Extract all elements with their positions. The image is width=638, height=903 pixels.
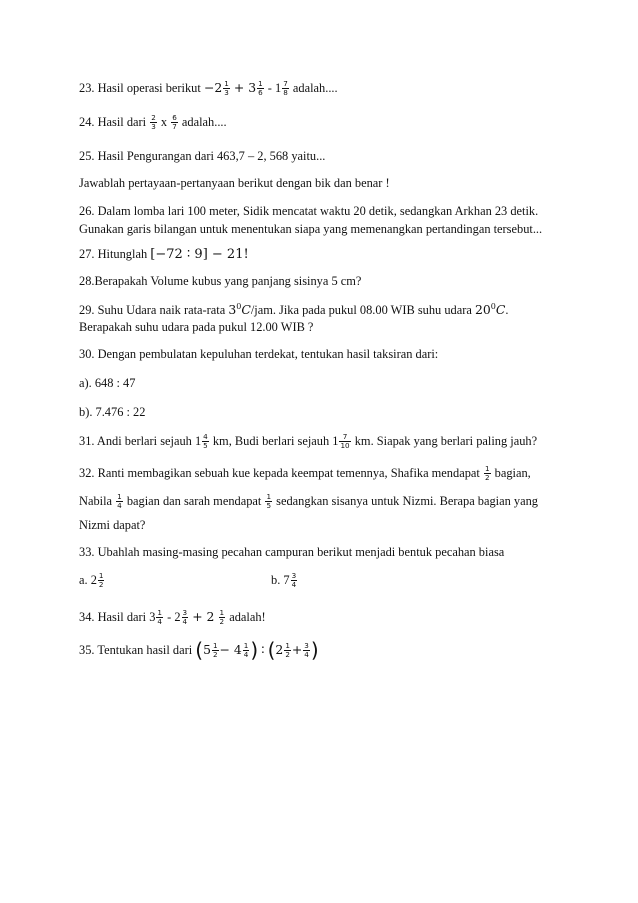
question-32-line-1 <box>79 465 569 482</box>
question-29-line-1 <box>79 302 569 319</box>
question-26-line-1: 26. Dalam lomba lari 100 meter, Sidik mencatat waktu 20 detik, sedangkan Arkhan 23 detik. <box>79 204 539 218</box>
q31-text-a: 31. Andi berlari sejauh 1 <box>79 434 202 448</box>
q34-plus: + 2 <box>192 609 215 624</box>
q32-text-c: Nabila <box>79 494 113 508</box>
question-32-line-2 <box>79 493 569 510</box>
q35-fraction-3: $\frac{1}{2}$ <box>285 640 290 659</box>
question-31 <box>79 433 569 450</box>
q24-fraction-2: $\frac{6}{7}$ <box>172 113 177 131</box>
q31-text-b: km, Budi berlari sejauh 1 <box>212 434 339 448</box>
question-27 <box>79 246 569 264</box>
q31-fraction-1: $\frac{4}{5}$ <box>203 432 208 450</box>
q27-label: 27. Hitunglah <box>79 247 148 261</box>
instruction: Jawablah pertayaan-pertanyaan berikut dengan bik dan benar ! <box>79 176 390 190</box>
question-30: 30. Dengan pembulatan kepuluhan terdekat, tentukan hasil taksiran dari: <box>79 347 439 361</box>
question-33: 33. Ubahlah masing-masing pecahan campuran berikut menjadi bentuk pecahan biasa <box>79 545 505 559</box>
q32-text-a: 32. Ranti membagikan sebuah kue kepada keempat temennya, Shafika mendapat <box>79 466 480 480</box>
q35-fraction-4: $\frac{3}{4}$ <box>304 640 309 659</box>
question-24 <box>79 114 569 131</box>
q33-a-fraction: $\frac{1}{2}$ <box>98 571 104 589</box>
question-33-a: a. 2 $\frac{1}{2}$ <box>79 571 104 589</box>
question-35: 35. Tentukan hasil dari (5 $\frac{1}{2}$ − 4 $\frac{1}{4}$ ) ∶ (2 $\frac{1}{2}$ + $\frac{3}{4}$ ) <box>79 638 319 662</box>
q31-fraction-2: $\frac{7}{10}$ <box>340 432 350 450</box>
q32-fraction-3: $\frac{1}{5}$ <box>266 492 272 510</box>
q23-fraction-3: $\frac{7}{8}$ <box>283 79 288 97</box>
q23-label: 23. Hasil operasi berikut <box>79 81 201 95</box>
q35-fraction-1: $\frac{1}{2}$ <box>212 640 218 659</box>
q32-fraction-1: $\frac{1}{2}$ <box>484 464 490 482</box>
q32-text-b: bagian, <box>494 466 531 480</box>
q32-text-e: sedangkan sisanya untuk Nizmi. Berapa bagian yang <box>276 494 539 508</box>
q32-fraction-2: $\frac{1}{4}$ <box>117 492 122 510</box>
q23-term2: + 3 <box>233 80 257 95</box>
q29-temp-start: $20^0C$ <box>474 301 506 317</box>
question-29-line-2: Berapakah suhu udara pada pukul 12.00 WIB ? <box>79 320 314 334</box>
q31-text-c: km. Siapak yang berlari paling jauh? <box>354 434 538 448</box>
question-25: 25. Hasil Pengurangan dari 463,7 – 2, 568 yaitu... <box>79 149 326 163</box>
q24-operator: x <box>160 115 168 129</box>
q23-term1: −2 <box>203 80 223 95</box>
q24-label: 24. Hasil dari <box>79 115 147 129</box>
q34-fraction-3: $\frac{1}{2}$ <box>219 608 225 626</box>
q33-b-fraction: $\frac{3}{4}$ <box>291 571 297 589</box>
q34-text-a: 34. Hasil dari 3 <box>79 610 156 624</box>
q23-fraction-1: $\frac{1}{3}$ <box>224 79 229 97</box>
question-34 <box>79 609 569 626</box>
q23-term3: - 1 <box>267 81 282 95</box>
q24-tail: adalah.... <box>181 115 227 129</box>
question-32-line-3: Nizmi dapat? <box>79 518 146 532</box>
q35-fraction-2: $\frac{1}{4}$ <box>243 640 249 659</box>
q32-text-d: bagian dan sarah mendapat <box>126 494 262 508</box>
question-23 <box>79 80 569 97</box>
q23-tail: adalah.... <box>292 81 338 95</box>
question-28: 28.Berapakah Volume kubus yang panjang sisinya 5 cm? <box>79 274 362 288</box>
q23-fraction-2: $\frac{1}{6}$ <box>258 79 263 97</box>
question-30-b: b). 7.476 : 22 <box>79 405 146 419</box>
q34-fraction-1: $\frac{1}{4}$ <box>157 608 162 626</box>
q29-temp-rate: $3^0C$ <box>228 301 251 317</box>
q24-fraction-1: $\frac{2}{3}$ <box>151 113 156 131</box>
q34-minus: - 2 <box>167 610 181 624</box>
question-26-line-2: Gunakan garis bilangan untuk menentukan siapa yang memenangkan pertandingan tersebut... <box>79 222 543 236</box>
question-30-a: a). 648 : 47 <box>79 376 136 390</box>
q29-text-b: /jam. Jika pada pukul 08.00 WIB suhu udara <box>250 303 472 317</box>
q34-tail: adalah! <box>229 610 266 624</box>
q35-label: 35. Tentukan hasil dari <box>79 642 193 657</box>
question-33-b: b. 7 $\frac{3}{4}$ <box>271 571 297 589</box>
q29-text-a: 29. Suhu Udara naik rata-rata <box>79 303 226 317</box>
q34-fraction-2: $\frac{3}{4}$ <box>182 608 188 626</box>
q27-expression: [−72 ∶ 9] − 21! <box>150 247 249 262</box>
q29-period: . <box>505 303 509 317</box>
